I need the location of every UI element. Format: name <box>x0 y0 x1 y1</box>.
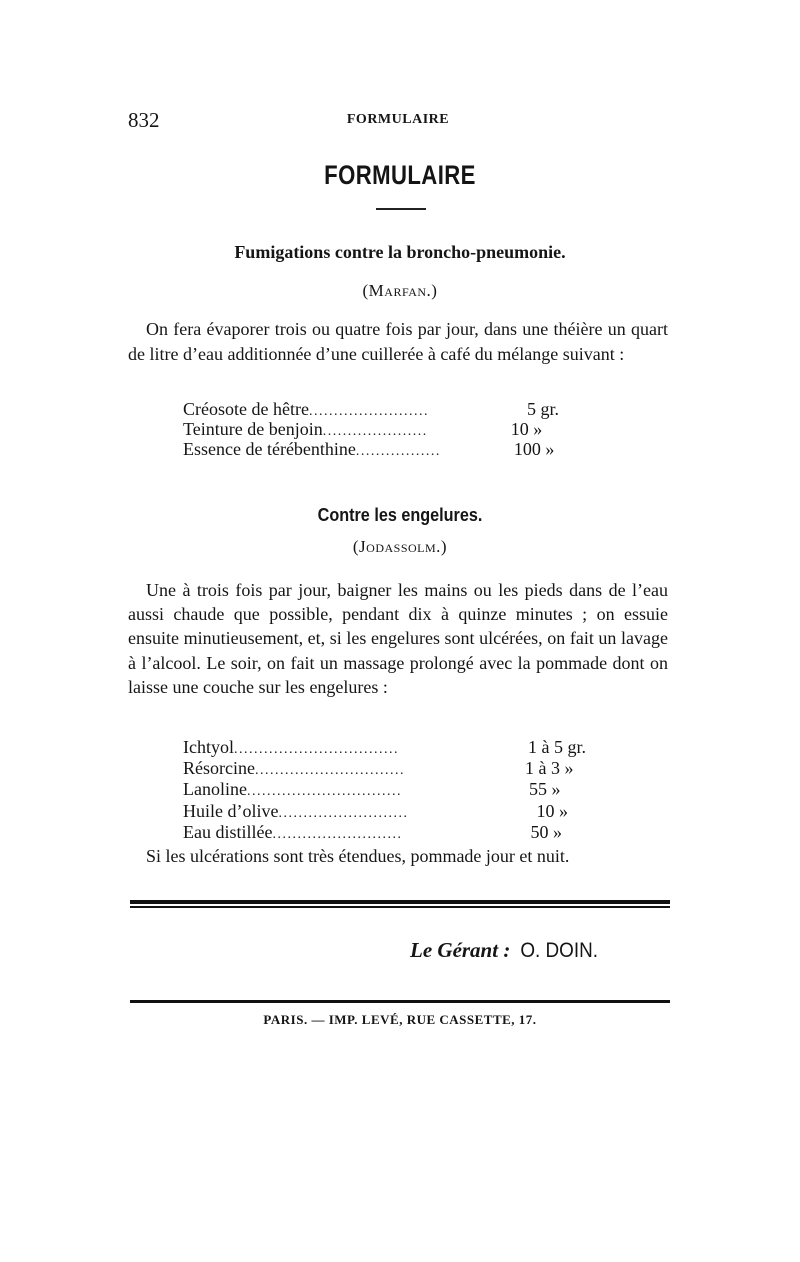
ingredient-name: Essence de térébenthine <box>183 439 356 459</box>
dot-leader: ............................... <box>246 784 402 800</box>
ingredient-quantity: 50 » <box>530 821 562 842</box>
recipe-row <box>183 439 643 459</box>
dot-leader: ..................... <box>322 424 428 439</box>
recipe-row <box>183 758 643 779</box>
running-head <box>128 108 668 134</box>
section-paragraph-fumigations: On fera évaporer trois ou quatre fois par jour, dans une théière un quart de litre d’eau additionnée d’une cuillerée à café du mélange suivant : <box>128 319 668 364</box>
ingredient-quantity: 1 à 5 gr. <box>528 737 586 757</box>
ingredient-quantity: 100 » <box>513 439 555 459</box>
section-author-jodassolm: (Jodassolm.) <box>352 537 448 556</box>
running-title: FORMULAIRE <box>346 112 450 127</box>
title-rule <box>376 208 426 210</box>
page-number: 832 <box>128 108 160 132</box>
ingredient-name: Huile d’olive <box>183 800 279 821</box>
ingredient-quantity: 10 » <box>536 800 568 821</box>
dot-leader: ................................. <box>234 742 399 757</box>
ingredient-quantity: 10 » <box>510 419 543 439</box>
ingredient-name: Lanoline <box>183 779 247 800</box>
printer-imprint: PARIS. — IMP. LEVÉ, RUE CASSETTE, 17. <box>263 1012 537 1027</box>
ingredient-name: Créosote de hêtre <box>183 399 309 419</box>
recipe-row <box>183 801 643 822</box>
bottom-rule <box>130 1000 670 1003</box>
rule-thin <box>130 906 670 908</box>
recipe-list-engelures <box>183 737 643 843</box>
section-heading-engelures: Contre les engelures. <box>317 505 483 525</box>
recipe-row <box>183 779 643 800</box>
rule-thick <box>130 900 670 904</box>
recipe-list-fumigations <box>183 399 643 459</box>
dot-leader: .......................... <box>272 826 403 842</box>
page-title: FORMULAIRE <box>324 160 476 190</box>
ingredient-name: Résorcine <box>183 758 255 779</box>
signature-label: Le Gérant : <box>410 938 511 962</box>
signature-name: O. DOIN. <box>519 939 598 962</box>
ingredient-name: Teinture de benjoin <box>183 419 323 439</box>
ingredient-name: Ichtyol <box>183 737 234 757</box>
dot-leader: .......................... <box>278 805 409 821</box>
ingredient-quantity: 1 à 3 » <box>524 758 574 779</box>
recipe-row <box>183 419 643 439</box>
section-author-marfan: (Marfan.) <box>362 281 438 300</box>
ingredient-quantity: 55 » <box>528 779 561 800</box>
section-paragraph-engelures: Une à trois fois par jour, baigner les mains ou les pieds dans de l’eau aussi chaude que possible, pendant dix à quinze minutes ; on essuie ensuite minutieusement, et, si les engelures sont ulcérées, on fait un lavage à l’alcool. Le soir, on fait un massage prolongé avec la pommade dont on laisse une couche sur les engelures : <box>128 580 668 697</box>
signature <box>410 938 602 963</box>
dot-leader: ........................ <box>308 404 429 419</box>
ingredient-quantity: 5 gr. <box>526 399 559 419</box>
section-closing-note: Si les ulcérations sont très étendues, pommade jour et nuit. <box>146 846 570 866</box>
double-rule <box>130 900 670 909</box>
ingredient-name: Eau distillée <box>183 821 273 842</box>
dot-leader: .............................. <box>254 763 405 779</box>
dot-leader: ................. <box>355 444 441 459</box>
recipe-row <box>183 737 643 758</box>
section-heading-fumigations: Fumigations contre la broncho-pneumonie. <box>234 242 566 262</box>
recipe-row <box>183 399 643 419</box>
recipe-row <box>183 822 643 843</box>
